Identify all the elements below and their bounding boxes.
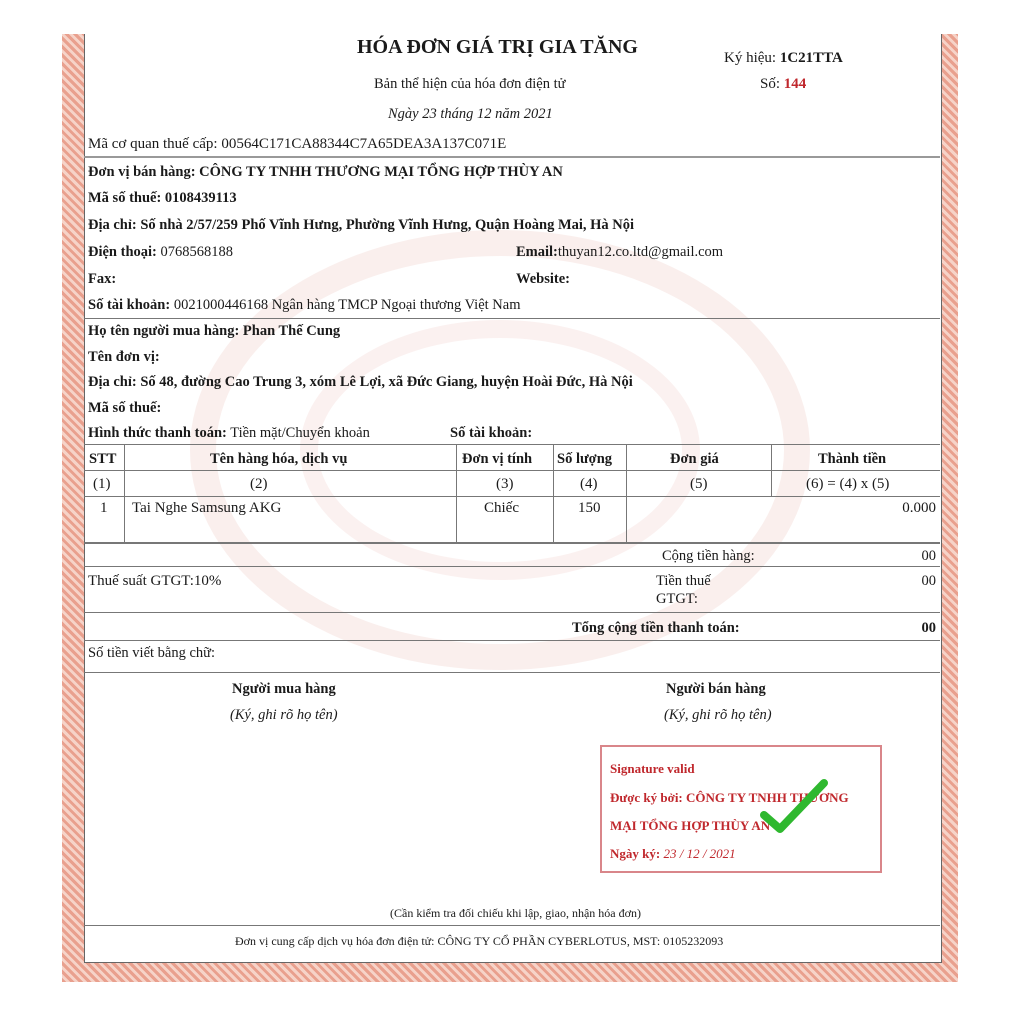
seller-tax-id: Mã số thuế: 0108439113 — [88, 190, 237, 206]
footer-provider: Đơn vị cung cấp dịch vụ hóa đơn điện tử: CÔNG TY CỔ PHẦN CYBERLOTUS, MST: 0105232093 — [235, 934, 724, 948]
divider — [84, 612, 940, 613]
footer-note: (Cần kiểm tra đối chiếu khi lập, giao, nhận hóa đơn) — [390, 906, 641, 920]
col-line — [771, 444, 772, 496]
divider — [84, 640, 940, 641]
buyer-account: Số tài khoản: — [450, 425, 533, 441]
total-value: 00 — [921, 620, 936, 636]
number-label: Số: — [760, 76, 781, 92]
table-line — [84, 542, 940, 544]
vat-value: 00 — [921, 573, 936, 589]
invoice-date: Ngày 23 tháng 12 năm 2021 — [388, 106, 553, 122]
number-value: 144 — [783, 76, 807, 92]
table-line — [84, 470, 940, 471]
subtotal-label: Cộng tiền hàng: — [662, 548, 755, 564]
signature-status: Signature valid — [610, 761, 695, 776]
code: (3) — [496, 476, 514, 492]
signed-by-2: MẠI TỔNG HỢP THÙY AN — [610, 818, 771, 833]
header-name: Tên hàng hóa, dịch vụ — [210, 451, 348, 467]
sign-date: 23 / 12 / 2021 — [663, 846, 736, 861]
seller-website: Website: — [516, 271, 570, 287]
row-qty: 150 — [578, 500, 601, 516]
seller-email: Email:thuyan12.co.ltd@gmail.com — [516, 244, 724, 260]
row-amount: 0.000 — [902, 500, 936, 516]
seller-address: Địa chỉ: Số nhà 2/57/259 Phố Vĩnh Hưng, Phường Vĩnh Hưng, Quận Hoàng Mai, Hà Nội — [88, 217, 635, 233]
seller-phone: Điện thoại: 0768568188 — [88, 244, 233, 260]
vat-rate: Thuế suất GTGT:10% — [88, 573, 222, 589]
vat-label: Tiền thuế — [656, 573, 711, 589]
buyer-unit: Tên đơn vị: — [88, 349, 160, 365]
invoice-title: HÓA ĐƠN GIÁ TRỊ GIA TĂNG — [357, 36, 638, 58]
divider — [84, 156, 940, 158]
total-label: Tổng cộng tiền thanh toán: — [572, 620, 740, 636]
amount-in-words-label: Số tiền viết bằng chữ: — [88, 645, 216, 661]
header-qty: Số lượng — [557, 451, 613, 467]
sign-date-label: Ngày ký: — [610, 846, 661, 861]
symbol — [724, 50, 843, 67]
invoice-number — [760, 76, 806, 93]
divider — [84, 672, 940, 673]
col-line — [626, 444, 627, 542]
col-line — [553, 444, 554, 542]
header-stt: STT — [89, 451, 117, 467]
divider — [84, 925, 940, 926]
buyer-signature-note: (Ký, ghi rõ họ tên) — [230, 707, 338, 723]
code: (5) — [690, 476, 708, 492]
invoice-subtitle: Bản thể hiện của hóa đơn điện tử — [374, 76, 566, 92]
seller-fax: Fax: — [88, 271, 117, 287]
signed-by: Được ký bởi: CÔNG TY TNHH THƯƠNG — [610, 790, 849, 805]
header-amount: Thành tiền — [818, 451, 887, 467]
seller-signature-label: Người bán hàng — [666, 681, 766, 697]
col-line — [124, 444, 125, 542]
row-unit: Chiếc — [484, 500, 519, 516]
table-top — [84, 444, 940, 445]
buyer-signature-label: Người mua hàng — [232, 681, 336, 697]
tax-authority-code: Mã cơ quan thuế cấp: 00564C171CA88344C7A65DEA3A137C071E — [88, 136, 507, 152]
divider — [84, 318, 940, 319]
code: (1) — [93, 476, 111, 492]
buyer-name: Họ tên người mua hàng: Phan Thế Cung — [88, 323, 341, 339]
row-name: Tai Nghe Samsung AKG — [132, 500, 282, 516]
table-line — [84, 496, 940, 497]
symbol-value: 1C21TTA — [779, 50, 843, 66]
header-unit: Đơn vị tính — [462, 451, 533, 467]
code: (6) = (4) x (5) — [806, 476, 890, 492]
digital-signature-box — [600, 745, 882, 873]
subtotal-value: 00 — [921, 548, 936, 564]
seller-name: Đơn vị bán hàng: CÔNG TY TNHH THƯƠNG MẠI TỔNG HỢP THÙY AN — [88, 164, 563, 180]
buyer-tax-id: Mã số thuế: — [88, 400, 162, 416]
vat-label-2: GTGT: — [656, 591, 698, 607]
code: (2) — [250, 476, 268, 492]
header-price: Đơn giá — [670, 451, 719, 467]
payment-method: Hình thức thanh toán: Tiền mặt/Chuyển khoản — [88, 425, 370, 441]
seller-signature-note: (Ký, ghi rõ họ tên) — [664, 707, 772, 723]
checkmark-icon — [760, 777, 830, 837]
code: (4) — [580, 476, 598, 492]
symbol-label: Ký hiệu: — [724, 50, 777, 66]
row-stt: 1 — [100, 500, 108, 516]
seller-account: Số tài khoản: 0021000446168 Ngân hàng TMCP Ngoại thương Việt Nam — [88, 297, 521, 313]
col-line — [456, 444, 457, 542]
buyer-address: Địa chỉ: Số 48, đường Cao Trung 3, xóm Lê Lợi, xã Đức Giang, huyện Hoài Đức, Hà Nội — [88, 374, 633, 390]
watermark-emblem-inner — [300, 320, 700, 580]
divider — [84, 566, 940, 567]
